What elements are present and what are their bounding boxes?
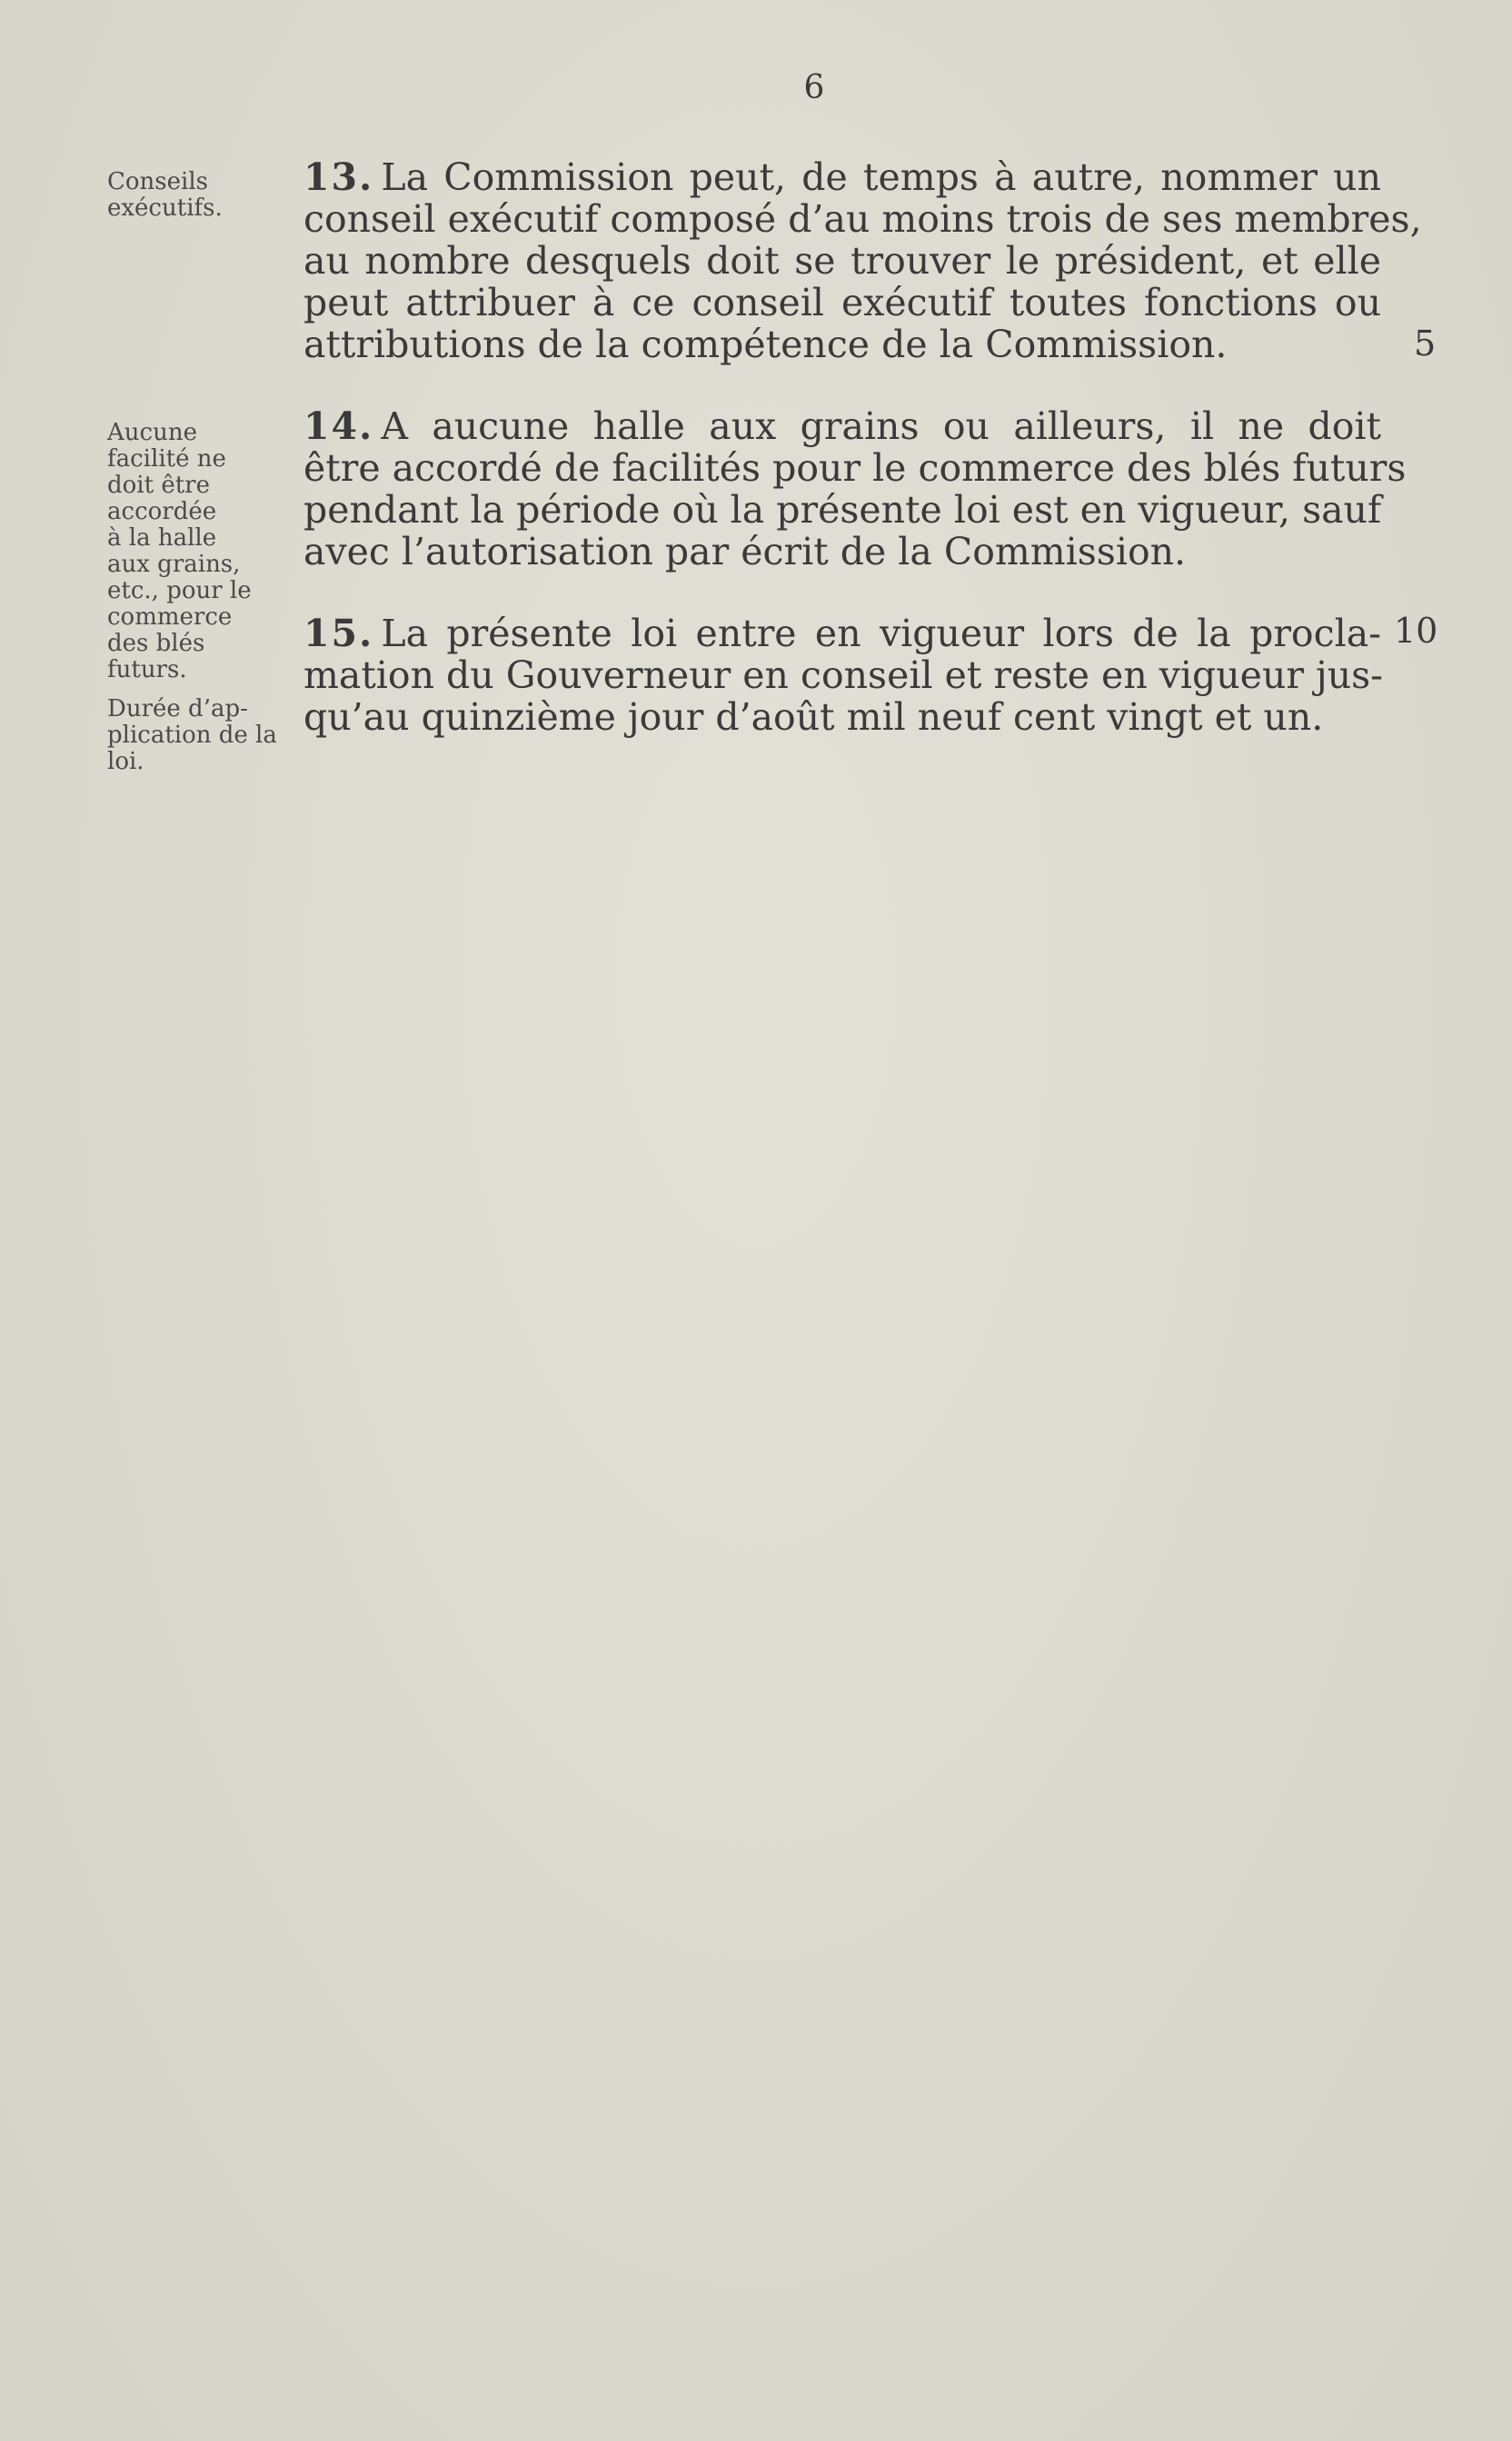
margin-note-line: Durée d’ap- xyxy=(107,695,248,722)
margin-note-line: facilité ne xyxy=(107,445,226,473)
margin-note-line: des blés xyxy=(107,630,205,657)
line-number: 10 xyxy=(1394,611,1438,651)
article-number: 14. xyxy=(303,404,374,448)
margin-note-line: commerce xyxy=(107,603,233,631)
page-number: 6 xyxy=(803,69,825,106)
article-number: 15. xyxy=(303,612,374,655)
margin-note-line: exécutifs. xyxy=(107,194,223,222)
line-number: 5 xyxy=(1414,324,1437,364)
margin-note-conseils xyxy=(107,169,289,222)
margin-note-line: loi. xyxy=(107,748,144,775)
margin-note-line: Aucune xyxy=(107,419,197,446)
article-line: mation du Gouverneur en conseil et reste en vigueur jus- xyxy=(303,653,1383,697)
article-15 xyxy=(303,613,1381,738)
article-line: être accordé de facilités pour le commerce des blés futurs xyxy=(303,446,1407,490)
margin-note-line: à la halle xyxy=(107,524,217,552)
article-line: A aucune halle aux grains ou ailleurs, il ne doit xyxy=(381,404,1381,448)
margin-note-line: Conseils xyxy=(107,168,208,195)
article-line: avec l’autorisation par écrit de la Commission. xyxy=(303,530,1187,573)
margin-note-line: plication de la xyxy=(107,722,277,749)
article-number: 13. xyxy=(303,155,374,199)
article-line: qu’au quinzième jour d’août mil neuf cent vingt et un. xyxy=(303,695,1324,739)
article-line: La Commission peut, de temps à autre, nommer un xyxy=(381,155,1381,199)
margin-note-line: accordée xyxy=(107,498,217,525)
margin-note-line: aux grains, xyxy=(107,551,241,578)
article-line: attributions de la compétence de la Commission. xyxy=(303,323,1228,366)
article-line: pendant la période où la présente loi est en vigueur, sauf xyxy=(303,488,1382,532)
article-line: La présente loi entre en vigueur lors de la procla- xyxy=(381,612,1381,655)
margin-note-duree xyxy=(107,696,289,775)
article-line: peut attribuer à ce conseil exécutif toutes fonctions ou xyxy=(303,281,1381,324)
article-line: conseil exécutif composé d’au moins trois de ses membres, xyxy=(303,197,1422,241)
margin-note-line: futurs. xyxy=(107,656,187,683)
article-14 xyxy=(303,404,1407,573)
article-line: au nombre desquels doit se trouver le président, et elle xyxy=(303,239,1381,283)
article-13 xyxy=(303,155,1422,366)
margin-note-aucune xyxy=(107,420,289,683)
margin-note-line: etc., pour le xyxy=(107,577,252,604)
margin-note-line: doit être xyxy=(107,472,210,499)
